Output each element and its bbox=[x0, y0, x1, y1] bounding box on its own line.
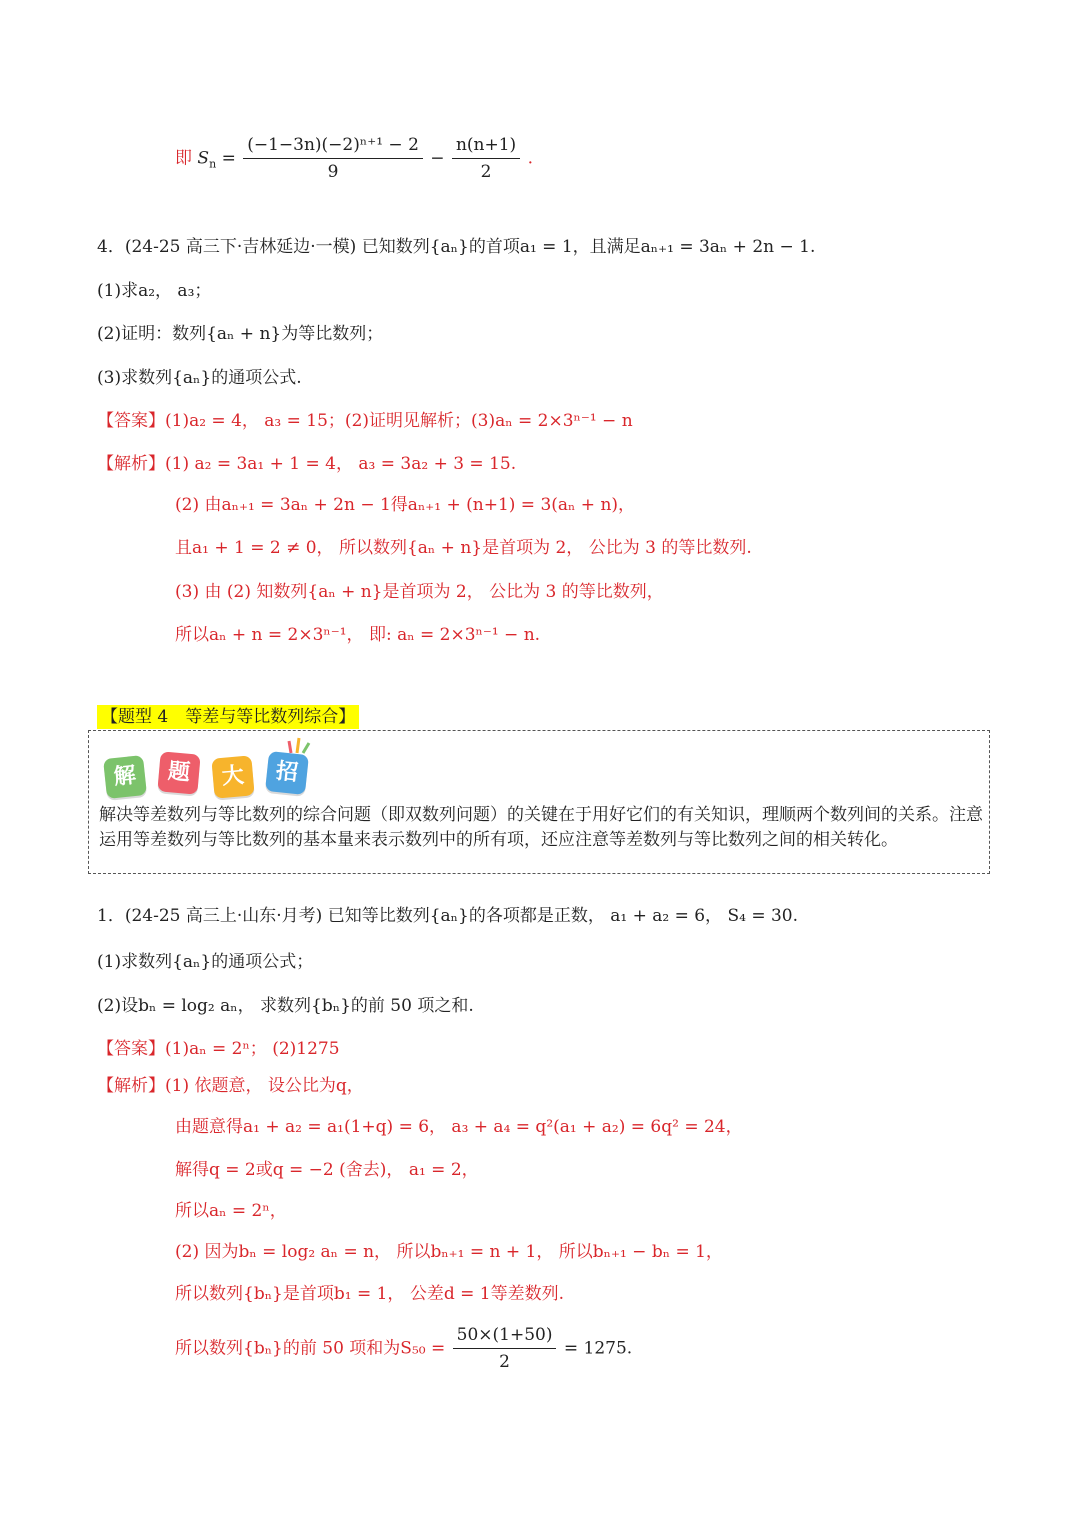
formula-end: . bbox=[527, 148, 533, 169]
q1-solution-6: 所以数列{bₙ}是首项b₁ = 1， 公差d = 1等差数列. bbox=[175, 1284, 564, 1304]
formula-prefix: 即 bbox=[175, 148, 192, 169]
fraction-1-numerator: (−1−3n)(−2)ⁿ⁺¹ − 2 bbox=[243, 134, 423, 159]
q1-part-2: (2)设bₙ = log₂ aₙ， 求数列{bₙ}的前 50 项之和. bbox=[97, 996, 474, 1016]
formula-lhs: S bbox=[197, 148, 210, 169]
q1-sol7-fraction bbox=[453, 1324, 557, 1373]
q1-solution-2: 由题意得a₁ + a₂ = a₁(1+q) = 6， a₃ + a₄ = q²(a₁ + a₂) = 6q² = 24， bbox=[175, 1117, 743, 1137]
section-title bbox=[97, 706, 359, 728]
formula-minus: − bbox=[430, 148, 445, 169]
q1-solution-4: 所以aₙ = 2ⁿ， bbox=[175, 1201, 287, 1221]
badge-jie-icon: 解 bbox=[103, 755, 147, 799]
q1-solution-7 bbox=[175, 1324, 632, 1374]
badge-zhao-icon: 招 bbox=[265, 751, 309, 795]
tip-text: 解决等差数列与等比数列的综合问题（即双数列问题）的关键在于用好它们的有关知识，理顺两个数列间的关系。注意运用等差数列与等比数列的基本量来表示数列中的所有项，还应注意等差数列与等比数列之间的相关转化。 bbox=[99, 805, 983, 850]
q4-part-3: (3)求数列{aₙ}的通项公式. bbox=[97, 368, 302, 388]
q4-part-1: (1)求a₂， a₃； bbox=[97, 281, 212, 301]
q1-stem: 1．(24-25 高三上·山东·月考) 已知等比数列{aₙ}的各项都是正数， a₁ + a₂ = 6， S₄ = 30. bbox=[97, 906, 798, 926]
tip-box bbox=[88, 730, 990, 874]
q1-part-1: (1)求数列{aₙ}的通项公式； bbox=[97, 952, 314, 972]
fraction-2-numerator: n(n+1) bbox=[452, 134, 520, 159]
q1-solution-5: (2) 因为bₙ = log₂ aₙ = n， 所以bₙ₊₁ = n + 1， 所以bₙ₊₁ − bₙ = 1， bbox=[175, 1242, 723, 1262]
q4-answer: 【答案】(1)a₂ = 4， a₃ = 15；(2)证明见解析；(3)aₙ = 2×3ⁿ⁻¹ − n bbox=[97, 411, 633, 431]
q4-solution-5: 所以aₙ + n = 2×3ⁿ⁻¹， 即: aₙ = 2×3ⁿ⁻¹ − n. bbox=[175, 625, 541, 645]
q1-solution-1: 【解析】(1) 依题意， 设公比为q， bbox=[97, 1076, 364, 1096]
formula-eq: = bbox=[221, 148, 236, 169]
fraction-2-denominator: 2 bbox=[480, 162, 492, 182]
q4-solution-3: 且a₁ + 1 = 2 ≠ 0， 所以数列{aₙ + n}是首项为 2， 公比为 3 的等比数列. bbox=[175, 538, 752, 558]
q4-solution-2: (2) 由aₙ₊₁ = 3aₙ + 2n − 1得aₙ₊₁ + (n+1) = 3(aₙ + n)， bbox=[175, 495, 636, 515]
fraction-1-denominator: 9 bbox=[327, 162, 339, 182]
formula-fraction-1 bbox=[243, 134, 423, 183]
q4-solution-4: (3) 由 (2) 知数列{aₙ + n}是首项为 2， 公比为 3 的等比数列， bbox=[175, 582, 664, 602]
section-title-highlight: 【题型 4 等差与等比数列综合】 bbox=[97, 705, 359, 729]
q1-sol7-numerator: 50×(1+50) bbox=[453, 1324, 557, 1349]
q1-sol7-prefix: 所以数列{bₙ}的前 50 项和为S₅₀ = bbox=[175, 1338, 446, 1359]
top-formula bbox=[175, 134, 533, 186]
sparkle-icon bbox=[287, 735, 311, 755]
formula-lhs-sub: n bbox=[209, 157, 217, 171]
formula-fraction-2 bbox=[452, 134, 520, 183]
badge-ti-icon: 题 bbox=[157, 751, 200, 794]
q1-solution-3: 解得q = 2或q = −2 (舍去)， a₁ = 2， bbox=[175, 1160, 479, 1180]
q1-sol7-denominator: 2 bbox=[499, 1352, 510, 1372]
q4-solution-1: 【解析】(1) a₂ = 3a₁ + 1 = 4， a₃ = 3a₂ + 3 = 15. bbox=[97, 454, 517, 474]
q4-stem: 4．(24-25 高三下·吉林延边·一模) 已知数列{aₙ}的首项a₁ = 1，且满足aₙ₊₁ = 3aₙ + 2n − 1. bbox=[97, 237, 816, 257]
q4-part-2: (2)证明：数列{aₙ + n}为等比数列； bbox=[97, 324, 384, 344]
tip-badge-group bbox=[99, 749, 319, 799]
q1-answer: 【答案】(1)aₙ = 2ⁿ； (2)1275 bbox=[97, 1039, 340, 1059]
badge-da-icon: 大 bbox=[211, 755, 254, 798]
q1-sol7-suffix: = 1275. bbox=[563, 1338, 633, 1359]
